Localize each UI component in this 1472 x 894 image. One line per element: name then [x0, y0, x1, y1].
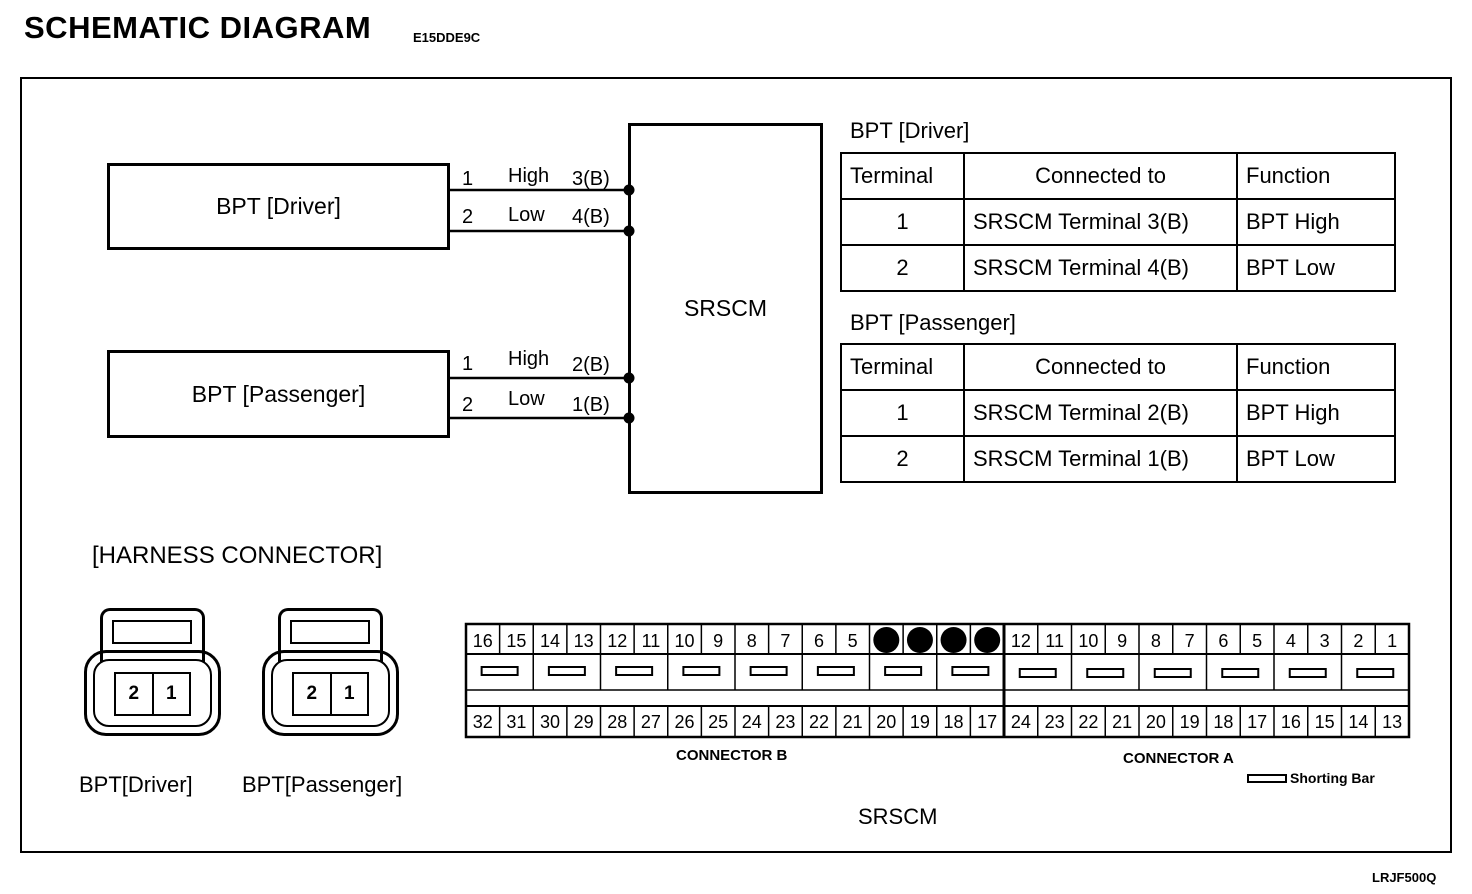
connector-pin: 2 [128, 683, 140, 704]
shorting-bar [482, 667, 518, 675]
shorting-bar [885, 667, 921, 675]
passenger-wire1-terminal: 2(B) [572, 354, 610, 376]
pin-number: 23 [1044, 712, 1065, 732]
driver-wire1-signal: High [508, 165, 550, 187]
column-header: Terminal [841, 153, 964, 199]
pin-number: 32 [472, 712, 493, 732]
pin-number: 12 [1010, 631, 1031, 651]
srscm-connector-caption: SRSCM [858, 804, 938, 829]
driver-table-caption: BPT [Driver] [850, 118, 970, 143]
pin-number: 4 [1285, 631, 1296, 651]
pin-number: 16 [472, 631, 493, 651]
pin-number: 13 [1382, 712, 1403, 732]
connector-pin: 1 [330, 674, 368, 714]
pin-number: 11 [641, 631, 661, 651]
filled-pin [941, 627, 967, 653]
driver-wire1-terminal: 3(B) [572, 168, 610, 190]
driver-wire1-pin: 1 [462, 168, 474, 190]
pin-number: 28 [607, 712, 628, 732]
pin-number: 8 [746, 631, 757, 651]
pin-number: 29 [573, 712, 594, 732]
table-cell: SRSCM Terminal 4(B) [964, 245, 1237, 291]
table-cell: SRSCM Terminal 3(B) [964, 199, 1237, 245]
shorting-bar [1222, 669, 1258, 677]
filled-pin [907, 627, 933, 653]
pin-number: 21 [842, 712, 863, 732]
bpt-passenger-connector-label: BPT[Passenger] [242, 772, 403, 797]
connector-pin: 1 [152, 674, 190, 714]
shorting-bar [952, 667, 988, 675]
filled-pin [974, 627, 1000, 653]
pin-number: 9 [713, 631, 724, 651]
column-header: Function [1237, 344, 1395, 390]
passenger-wire2-terminal: 1(B) [572, 394, 610, 416]
pin-number: 17 [977, 712, 998, 732]
table-cell: BPT High [1237, 199, 1395, 245]
pin-number: 9 [1117, 631, 1128, 651]
srscm-module-label: SRSCM [683, 295, 768, 321]
pin-number: 7 [780, 631, 791, 651]
connector-pin: 2 [306, 683, 318, 704]
table-cell: BPT Low [1237, 436, 1395, 482]
pin-number: 10 [1078, 631, 1099, 651]
column-header: Connected to [964, 153, 1237, 199]
pin-number: 24 [1010, 712, 1031, 732]
pin-number: 13 [573, 631, 594, 651]
figure-code: LRJF500Q [1372, 870, 1437, 885]
bpt-driver-connector-label: BPT[Driver] [79, 772, 193, 797]
pin-number: 25 [708, 712, 729, 732]
shorting-bar [1290, 669, 1326, 677]
shorting-bar [549, 667, 585, 675]
shorting-bar [1357, 669, 1393, 677]
pin-number: 21 [1112, 712, 1133, 732]
pin-number: 18 [1213, 712, 1234, 732]
bpt-driver-box-label: BPT [Driver] [216, 193, 341, 219]
pin-number: 26 [674, 712, 695, 732]
shorting-bar-icon [1247, 774, 1287, 783]
pin-number: 14 [540, 631, 561, 651]
document-code: E15DDE9C [413, 30, 481, 45]
pin-number: 24 [741, 712, 762, 732]
pin-number: 11 [1045, 631, 1064, 651]
connector-a-label: CONNECTOR A [1123, 750, 1234, 767]
table-cell: SRSCM Terminal 2(B) [964, 390, 1237, 436]
table-cell: 1 [841, 199, 964, 245]
pin-number: 15 [1314, 712, 1335, 732]
pin-number: 5 [847, 631, 858, 651]
column-header: Function [1237, 153, 1395, 199]
table-cell: BPT Low [1237, 245, 1395, 291]
pin-number: 19 [909, 712, 930, 732]
pin-number: 15 [506, 631, 527, 651]
pin-number: 20 [876, 712, 897, 732]
pin-number: 23 [775, 712, 796, 732]
page-title: SCHEMATIC DIAGRAM [24, 10, 372, 45]
table-cell: SRSCM Terminal 1(B) [964, 436, 1237, 482]
passenger-wire2-pin: 2 [462, 394, 474, 416]
pin-number: 7 [1184, 631, 1195, 651]
passenger-wire2-signal: Low [508, 388, 545, 410]
table-cell: 1 [841, 390, 964, 436]
pin-number: 2 [1353, 631, 1364, 651]
passenger-table-caption: BPT [Passenger] [850, 310, 1016, 335]
driver-wire2-pin: 2 [462, 206, 474, 228]
pin-number: 31 [506, 712, 527, 732]
pin-number: 27 [640, 712, 661, 732]
driver-wire2-signal: Low [508, 204, 545, 226]
pin-number: 17 [1247, 712, 1268, 732]
table-cell: 2 [841, 245, 964, 291]
passenger-wire1-signal: High [508, 348, 550, 370]
passenger-wire1-pin: 1 [462, 353, 474, 375]
pin-number: 22 [1078, 712, 1099, 732]
pin-number: 19 [1179, 712, 1200, 732]
table-cell: BPT High [1237, 390, 1395, 436]
bpt-passenger-box-label: BPT [Passenger] [191, 380, 366, 407]
shorting-bar [751, 667, 787, 675]
shorting-bar [683, 667, 719, 675]
pin-number: 6 [1218, 631, 1229, 651]
column-header: Connected to [964, 344, 1237, 390]
shorting-bar [616, 667, 652, 675]
connector-b-label: CONNECTOR B [676, 747, 788, 764]
pin-number: 12 [607, 631, 628, 651]
driver-wire2-terminal: 4(B) [572, 206, 610, 228]
shorting-bar [1087, 669, 1123, 677]
pin-number: 1 [1387, 631, 1398, 651]
pin-number: 3 [1319, 631, 1330, 651]
pin-number: 16 [1280, 712, 1301, 732]
harness-connector-heading: [HARNESS CONNECTOR] [92, 542, 383, 569]
shorting-bar-legend-label: Shorting Bar [1290, 770, 1375, 786]
shorting-bar [818, 667, 854, 675]
table-cell: 2 [841, 436, 964, 482]
pin-number: 10 [674, 631, 695, 651]
pin-number: 22 [809, 712, 830, 732]
pin-number: 20 [1145, 712, 1166, 732]
pin-number: 14 [1348, 712, 1369, 732]
shorting-bar [1020, 669, 1056, 677]
pin-number: 8 [1150, 631, 1161, 651]
column-header: Terminal [841, 344, 964, 390]
filled-pin [873, 627, 899, 653]
pin-number: 5 [1252, 631, 1263, 651]
pin-number: 18 [943, 712, 964, 732]
pin-number: 30 [540, 712, 561, 732]
pin-number: 6 [814, 631, 825, 651]
shorting-bar [1155, 669, 1191, 677]
